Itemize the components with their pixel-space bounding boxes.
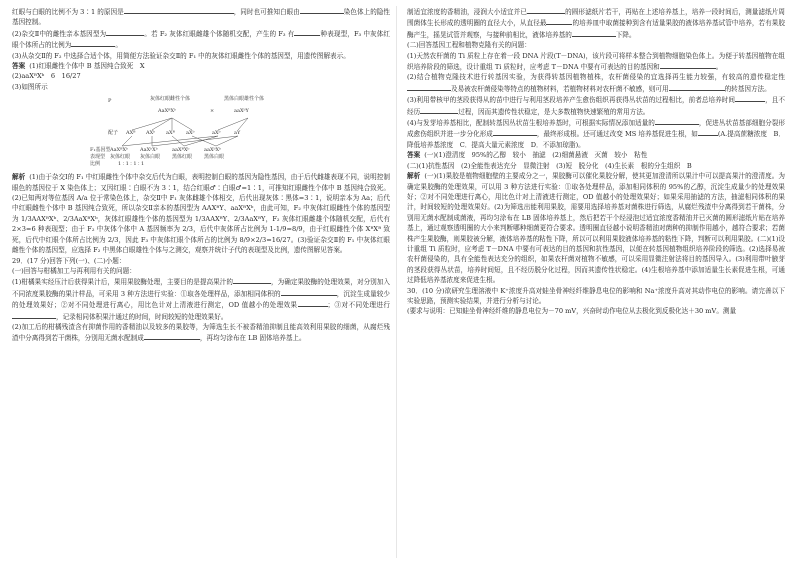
answer-blank [124,6,234,14]
answer-blank [71,39,115,47]
answer-line: (2)aaXᴮXᵇ 6 16/27 [12,72,81,81]
question-heading: 29．(17 分)回答下列(一)、(二)小题： [12,256,126,265]
text: 种表现型， [320,29,354,38]
text: ，且不经历 [407,96,785,116]
question-text [407,6,785,40]
answer-line: (3)如图所示 [12,82,48,91]
answer-blank [298,299,328,307]
answer-blank [493,128,537,136]
diagram-p-label: P [108,98,112,105]
text: 的培养皿中取菌接种到含有适量果胶的液体培养基试管中培养，若有果胶酶产生，摇晃试管并观察，与接种前相比，液体培养基的 [407,19,786,39]
question-text [12,322,390,344]
question-text: (一)回答与柑橘加工与再利用有关的问题： [12,266,136,275]
answer-blank [660,61,716,69]
answer-blank [546,17,572,25]
analysis-label: 解析 [12,173,26,182]
answer-blank [735,94,765,102]
text: (A.提高蔗糖浓度 B．降低培养基浓度 C．提高大量元素浓度 D．不添加琼脂)。 [407,130,785,149]
answer-blank [106,28,144,36]
text: (1)红眼雌性个体中 B 基因纯合致死 X [29,62,145,71]
answer-block [407,150,785,160]
text: (2)加工后的柑橘残渣含有抑菌作用的香精油以及较多的果胶等，为筛选生长不被香精油抑制且能高效利用果胶的细菌，从腐烂残渣中分离得到若干菌株，分别用无菌水配制成 [12,322,390,343]
f1-label: F₁基因型 [90,147,111,154]
text: ，促进丛状苗基部细胞分裂形成愈伤组织并进一步分化形成 [407,119,785,139]
text: ，为确定果胶酶的处理效果，对分别加入不同浓度果胶酶的果汁样品，可采用 3 种方法进行实验：①取各处理样品，添加相同体积的 [12,278,390,298]
text: 的隐性基因控制。 [12,8,391,27]
answer-label: 答案 [407,151,421,160]
question-heading: 30．(10 分)欲研究生理溶液中 K⁺浓度升高对蛙坐骨神经纤维静息电位的影响和 Na⁺浓度升高对其动作电位的影响。请完善以下实验思路，预测实验结果，并进行分析与讨论。 [407,286,785,305]
answer-blank [655,117,699,125]
answer-blank [527,6,565,14]
answer-blank [281,288,337,296]
text: (3)利用带核甲的茎段获得从的苗中进行与利用茎段培养产生愈伤组织再获得丛状苗的过程相比，前者总培养时间 [407,96,736,105]
text: 红眼与白眼的比例不为 3∶1 的原因是 [12,8,124,16]
column-divider [396,6,397,558]
question-text [12,6,390,28]
answer-blank [294,28,320,36]
gamete: AXᵇ [146,130,156,137]
text: ，同时也可推知白眼由 [233,8,300,16]
answer-blank [420,106,458,114]
cross-lines [12,94,390,170]
right-column [407,6,785,317]
ratio-label: 比例 [90,161,101,168]
ratio-values: 1 ∶ 1 ∶ 1 ∶ 1 [118,161,145,168]
question-text [407,117,785,150]
answer-blank [698,128,718,136]
analysis-label: 解析 [407,172,421,181]
answer-blank [144,332,200,340]
answer-label: 答案 [12,62,26,71]
text: (2)杂交Ⅱ中的雌性亲本基因型为 [12,29,107,38]
answer-line: (二)(1)抗性基因 (2)全能性表达充分 显微注射 (3)短 脱分化 (4)生长素 根的分生组织 B [407,161,692,170]
text: (1)天然农杆菌的 Ti 质粒上存在着一段 DNA 片段(T－DNA)，该片段可将样本整合到植物细胞染色体上。为便于转基因植物在组织培养阶段的筛选，设计重组 Ti 质粒时，应考虑 T－DNA 中要有可表达的目的基因和 [407,51,785,72]
answer-blank [572,29,616,37]
f1-genotype: AaXᵇXᵇ [140,147,158,154]
question-heading: (二)回答基因工程和植物克隆有关的问题： [407,41,531,50]
f1-phenotype: 黑体红眼 [172,154,193,161]
text: 。若 F₂ 灰体红眼雌雄个体随机交配，产生的 F₃ 有 [144,29,295,38]
male-parent-label: 黑体白眼雄性个体 [224,96,265,103]
female-genotype: AaXᴮXᵇ [158,108,177,115]
text: (1)由于杂交Ⅰ的 F₁ 中红眼雌性个体中杂交后代为白眼，表明控制白眼的基因为隐性基因，由于后代雌雄表现不同，说明控制眼色的基因位于 X 染色体上；又因红眼∶白眼不为 3∶1，结合红眼♂∶白眼♂=1∶1，可推知红眼雌性个体中 B 基因纯合致死。(2)已知两对等位基因 A/a 位于常染色体上，杂交Ⅱ中 F₁ 灰体雌雄个体相交，后代出现灰体∶黑体=3∶1，说明亲本为 Aa；后代中红眼雌性个体中 B 基因纯合致死，所以杂交Ⅱ亲本的基因型为 AAXᴮY、aaXᴮXᵇ，由此可知，F₂ 中灰体红眼雌性个体的基因型为 1/3AAXᴮXᵇ、2/3AaXᴮXᵇ，灰体红眼雄性个体的基因型为 1/3AAXᴮY、2/3AaXᴮY，F₂ 灰体红眼雌雄个体随机交配，后代有 2×3=6 种表现型；由于 F₂ 中灰体个体中 A 基因频率为 2/3，后代中灰体所占比例为 1-1/9=8/9，由于红眼雌性个体 XᴮXᴮ 致死，后代中红眼个体所占比例为 2/3，因此 F₃ 中灰体红眼个体所占的比例为 8/9×2/3=16/27。(3)验证杂交Ⅱ的 F₁ 中灰体红眼雌性个体的基因型，应选择 F₂ 中黑体白眼雄性个体与之测交，观察并统计子代的表现型及比例，遗传图解见答案。 [12,173,390,255]
text: 。 [715,63,723,72]
analysis-block [12,172,390,255]
text: 制适宜浓度的香精油，浸润大小适宜并已 [407,8,527,16]
text: (一)(1)澄清度 95%的乙醇 较小 抽滤 (2)细菌悬液 灭菌 较小 粘性 [424,151,648,160]
gamete: aXᵇ [186,130,195,137]
female-parent-label: 灰体红眼雌性个体 [150,96,191,103]
f1-genotype: aaXᵇXᵇ [204,147,222,154]
text: 过程，因而其遗传性状稳定，是大多数植物快速繁殖的常用方法。 [458,107,650,116]
f1-genotype: aaXᴮXᵇ [172,147,190,154]
analysis-block [407,171,785,285]
text: ，再均匀涂布在 LB 固体培养基上。 [199,334,306,343]
f1-phenotype: 灰体白眼 [140,154,161,161]
gamete: aXᴮ [166,130,175,137]
gamete: aY [234,130,241,137]
answer-block [12,61,390,71]
question-text [407,94,785,117]
text: (1)柑橘果实经压汁后获得果汁后，果用果胶酶处理，主要目的是提高果汁的 [12,278,233,287]
text: 的转基因方法。 [724,84,771,93]
left-column [12,6,390,344]
text: ，最终形成根。还可通过改变 MS 培养基促进生根，如 [536,130,698,139]
f1-genotype: AaXᴮXᵇ [110,147,129,154]
text: 下降。 [615,30,636,39]
text: (一)(1)果胶是植物细胞壁的主要成分之一，果胶酶可以催化果胶分解，使其更加澄清所以果汁中可以提高果汁的澄清度。为确定果胶酶的处理效果，可以用 3 种方法进行实验：①取各处理样品，添加相同体积的 95%的乙醇，沉淀生成量少的处理效果好；②对不同处理进行离心，用比色计对上清液进行测定，OD 值越小的处理效果好；如果采用抽滤的方法，抽滤相同体积的果汁，时间较短的处理效果好。(2)为筛选出能利用果胶，需要用选择培养基对菌株进行筛选，从腐烂残渣中分离得到若干菌株，分别用无菌水配制成菌液，再均匀涂布在 LB 固体培养基上，然后把若干个经浸泡过适宜浓度香精油并已灭菌的圆形滤纸片贴在培养基上，通过观察透明圈的大小来判断哪种细菌更符合要求。透明圈直径越小说明香精油对菌种的抑制作用越小，越符合要求；若菌株产生果胶酶，则果胶被分解，液体培养基的粘性下降，所以可以利用果胶液体培养基的粘性下降，判断可以利用果胶。(二)(1)设计重组 Ti 质粒时，应考虑 T－DNA 中要有可表达的目的基因和抗性基因，以便在转基因植物组织培养阶段的筛选。(2)选择易被农杆菌侵染的，具有全能性表达充分的组织，如果农杆菌对植物不敏感，可以采用显微注射法将目的基因导入。(3)利用带叶腋芽的茎段获得丛状苗，培养时间短，且不经历脱分化过程，因而其遗传性状稳定。(4)生根培养基中添加适量生长素促进生根，可通过降低培养基浓度来促进生根。 [407,172,786,285]
question-text [407,72,785,94]
text: (4)与发芽培养基相比，配制转基因丛状苗生根培养基时，可根据实际情况添加适量的 [407,119,655,128]
text: F₃ 中灰体红眼个体所占的比例为 [12,29,390,50]
answer-blank [233,276,271,284]
text: 染色体上 [343,8,371,16]
answer-blank [12,311,56,319]
gamete: aXᵇ [212,130,221,137]
question-text: (要求与说明：已知蛙坐骨神经纤维的静息电位为－70 mV，兴奋时动作电位从去极化到反极化达＋30 mV。测量 [407,307,737,316]
text: 的圆形滤纸片若干，再贴在上述培养基上，培养一段时间后，测量滤纸片周围菌体生长形成的透明圈的直径大小，从直径最 [407,8,785,28]
text: 及易被农杆菌侵染等特点的植物材料，若植物材料对农杆菌不敏感，则可用 [451,84,669,93]
answer-blank [300,6,344,14]
text: (2)结合植物克隆技术进行转基因实验，为获得转基因植物植株，农杆菌侵染的宜选择再生能力较强，有较高的遗传稳定性 [407,73,785,82]
text: ，记录相同体积果汁通过的时间，时间较短的处理效果好。 [56,312,228,321]
answer-blank [669,83,725,91]
answer-blank [407,83,451,91]
question-text [12,276,390,322]
question-text: (2)杂交Ⅱ中的雌性亲本基因型为 。若 F₂ 灰体红眼雌雄个体随机交配，产生的 F₃ 有 种表现型，F₃ 中灰体红眼个体所占的比例为 。 [12,29,390,50]
genetic-cross-diagram [12,94,390,170]
cross-symbol: × [210,108,215,115]
f1-phenotype: 黑体白眼 [204,154,225,161]
question-text: (3)从杂交Ⅱ的 F₂ 中选择合适个体，用简便方法验证杂交Ⅱ的 F₁ 中的灰体红眼雌性个体的基因型，用遗传图解表示。 [12,51,350,60]
question-text [407,51,785,73]
male-genotype: aaXᵇY [234,108,249,115]
gamete: AXᴮ [126,130,136,137]
gamete-label: 配子 [108,130,119,137]
text: ；③对不同处理进行 [327,301,390,310]
text: ，沉淀生成量较少的处理效果好；②对不同处理进行离心，用比色计对上清液进行测定，OD 值越小的处理效果 [12,289,390,310]
phenotype-label: 表现型 [90,154,106,161]
f1-phenotype: 灰体红眼 [110,154,131,161]
